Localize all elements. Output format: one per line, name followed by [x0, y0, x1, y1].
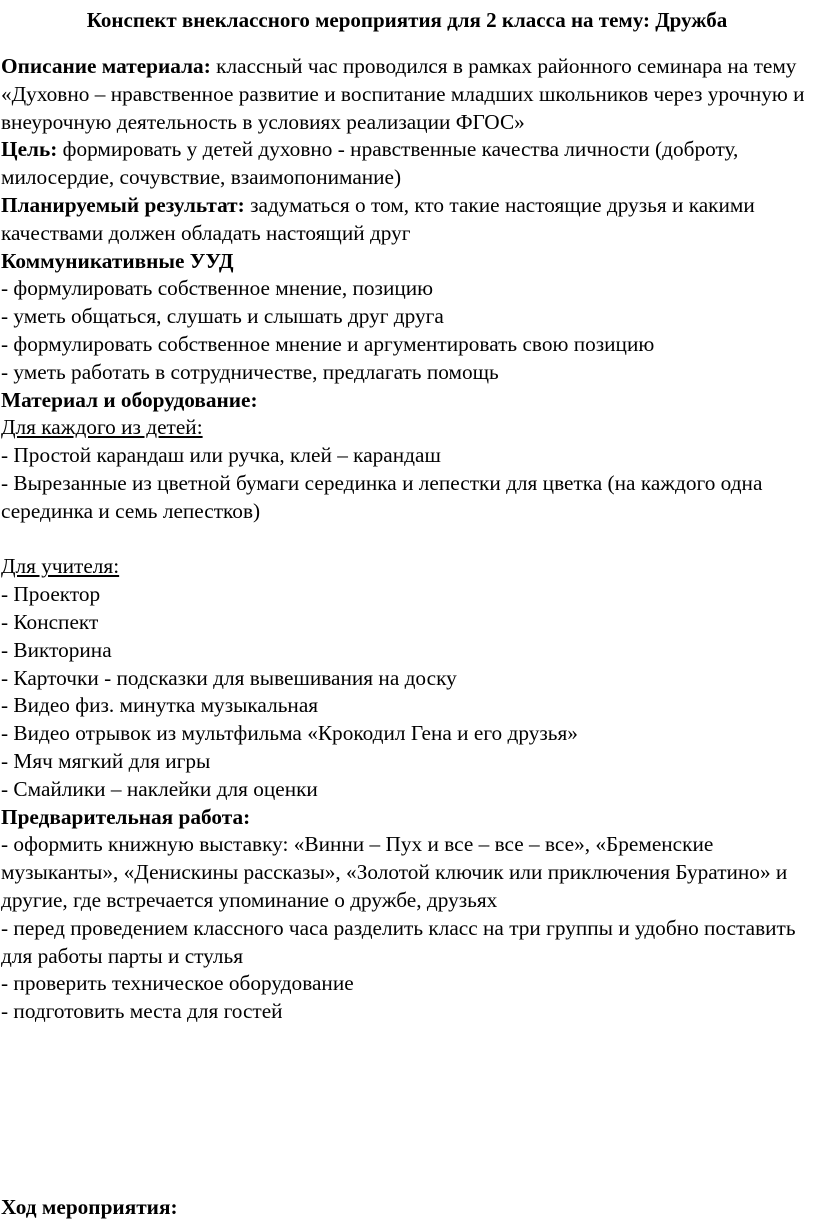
list-item: - Видео физ. минутка музыкальная: [1, 693, 319, 718]
list-item: - подготовить места для гостей: [1, 999, 283, 1024]
list-item: - Мяч мягкий для игры: [1, 748, 211, 773]
goal-text: формировать у детей духовно - нравственные качества личности (доброту, милосердие, сочувствие, взаимопонимание): [1, 137, 739, 190]
list-item: - оформить книжную выставку: «Винни – Пух и все – все – все», «Бременские музыканты», «Денискины рассказы», «Золотой ключик или приключения Буратино» и другие, где встречается упоминание о дружбе, друзьях: [1, 832, 788, 912]
prep-heading: Предварительная работа:: [1, 804, 251, 829]
uud-heading: Коммуникативные УУД: [1, 248, 234, 273]
list-item: - Конспект: [1, 609, 99, 634]
document-title: Конспект внеклассного мероприятия для 2 класса на тему: Дружба: [86, 8, 728, 32]
description-paragraph: [1, 53, 813, 136]
list-item: - перед проведением классного часа разделить класс на три группы и удобно поставить для работы парты и стулья: [1, 915, 796, 968]
goal-paragraph: [1, 136, 813, 192]
list-item: - уметь общаться, слушать и слышать друг друга: [1, 304, 444, 329]
children-subheading: Для каждого из детей:: [1, 415, 203, 440]
result-paragraph: [1, 192, 813, 248]
list-item: - Викторина: [1, 637, 112, 662]
materials-heading: Материал и оборудование:: [1, 387, 258, 412]
teacher-subheading: Для учителя:: [1, 554, 120, 579]
list-item: - Простой карандаш или ручка, клей – карандаш: [1, 443, 441, 468]
list-item: - формулировать собственное мнение и аргументировать свою позицию: [1, 331, 655, 356]
result-text: задуматься о том, кто такие настоящие друзья и какими качествами должен обладать настоящий друг: [1, 192, 755, 245]
course-heading: Ход мероприятия:: [1, 1195, 178, 1219]
list-item: - уметь работать в сотрудничестве, предлагать помощь: [1, 359, 499, 384]
description-label: Описание материала:: [1, 54, 211, 78]
description-text: классный час проводился в рамках районного семинара на тему «Духовно – нравственное развитие и воспитание младших школьников через урочную и внеурочную деятельность в условиях реализации ФГОС»: [1, 54, 805, 134]
list-item: - Проектор: [1, 582, 101, 607]
goal-label: Цель:: [1, 137, 58, 162]
list-item: - Вырезанные из цветной бумаги серединка и лепестки для цветка (на каждого одна серединка и семь лепестков): [1, 470, 763, 523]
list-item: - Смайлики – наклейки для оценки: [1, 776, 318, 801]
list-item: - Карточки - подсказки для вывешивания на доску: [1, 665, 457, 690]
list-item: - формулировать собственное мнение, позицию: [1, 276, 434, 301]
list-item: - Видео отрывок из мультфильма «Крокодил Гена и его друзья»: [1, 721, 578, 746]
list-item: - проверить техническое оборудование: [1, 971, 354, 996]
result-label: Планируемый результат:: [1, 192, 245, 217]
blank-line: [1, 526, 813, 554]
document-body: [1, 53, 813, 1026]
